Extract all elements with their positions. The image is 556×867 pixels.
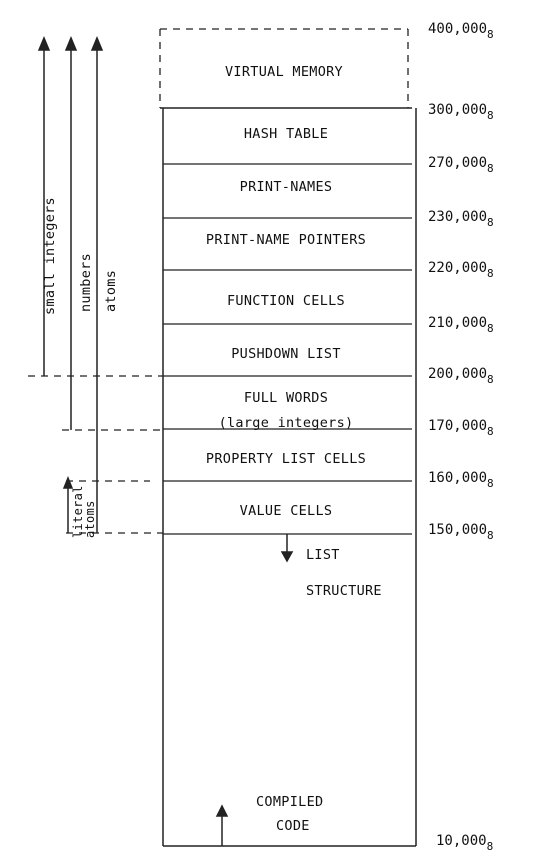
function-cells-label: FUNCTION CELLS	[227, 293, 345, 309]
address-300000: $300,000_8$	[428, 102, 494, 122]
address-170000: $170,000_8$	[428, 418, 494, 438]
address-400000: $400,000_8$	[428, 21, 494, 41]
down-arrow-icon	[282, 552, 292, 561]
virtual-memory-label: VIRTUAL MEMORY	[225, 64, 343, 80]
atoms-label: atoms	[103, 269, 119, 312]
up-arrow-icon	[39, 38, 49, 50]
full-words-label: FULL WORDS	[243, 390, 329, 406]
address-230000: $230,000_8$	[428, 209, 494, 229]
compiled-code-label-line1: COMPILED	[256, 794, 324, 810]
print-names-label: PRINT-NAMES	[239, 179, 333, 195]
large-integers-label: (large integers)	[218, 415, 354, 431]
literal-atoms-label: literal atoms	[71, 485, 97, 538]
address-270000: $270,000_8$	[428, 155, 494, 175]
small-integers-label: small integers	[42, 197, 58, 315]
print-name-pointers-label: PRINT-NAME POINTERS	[205, 232, 367, 248]
address-210000: $210,000_8$	[428, 315, 494, 335]
list-structure-arrow	[282, 534, 292, 561]
pushdown-list-label: PUSHDOWN LIST	[231, 346, 341, 362]
up-arrow-icon	[92, 38, 102, 50]
address-200000: $200,000_8$	[428, 366, 494, 386]
up-arrow-icon	[66, 38, 76, 50]
address-150000: $150,000_8$	[428, 522, 494, 542]
address-10000: $10,000_8$	[436, 833, 494, 853]
compiled-code-arrow	[217, 806, 227, 846]
value-cells-label: VALUE CELLS	[239, 503, 333, 519]
memory-box	[160, 108, 416, 846]
property-list-cells-label: PROPERTY LIST CELLS	[205, 451, 367, 467]
hash-table-label: HASH TABLE	[243, 126, 329, 142]
up-arrow-icon	[217, 806, 227, 816]
address-160000: $160,000_8$	[428, 470, 494, 490]
compiled-code-label-line2: CODE	[276, 818, 310, 834]
address-220000: $220,000_8$	[428, 260, 494, 280]
list-structure-label-line2: STRUCTURE	[306, 583, 382, 599]
numbers-label: numbers	[78, 253, 94, 312]
list-structure-label-line1: LIST	[306, 547, 340, 563]
